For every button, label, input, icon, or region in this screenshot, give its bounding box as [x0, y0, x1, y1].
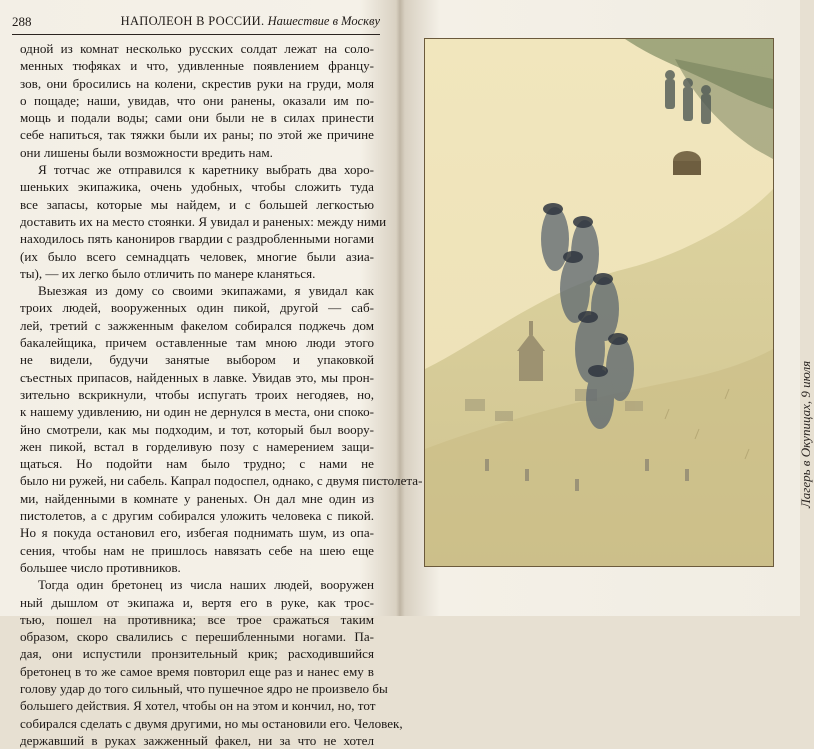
text-line: они лишены были возможности вредить нам. [20, 144, 273, 160]
text-line: большее число противников. [20, 559, 181, 575]
running-title [121, 14, 380, 29]
text-line: мощь и подали воды; сами они были не в силах принести [20, 110, 374, 126]
text-line: сения, чтобы нам не пришлось навязать себе на шею еще [20, 542, 374, 558]
text-line: не видели, будучи занятые выбором и упаковкой [20, 352, 374, 368]
illustration [424, 38, 774, 567]
text-line: зов, они бросились на колени, скрестив руки на груди, моля [20, 75, 374, 91]
text-line: большего действия. Я хотел, чтобы он на этом и кончил, но, тот [20, 698, 376, 714]
text-line: державший в руках зажженный факел, ни за что не хотел [20, 732, 374, 748]
body-text [20, 40, 423, 749]
text-line: дая, они испустили пронзительный крик; расходившийся [20, 646, 374, 662]
text-line: шеньких экипажика, очень удобных, чтобы сложить туда [20, 179, 374, 195]
running-head [12, 12, 380, 35]
text-line: все запасы, которые мы найдем, и с большей легкостью [20, 196, 374, 212]
text-line: собирался сделать с двумя другими, но мы остановили его. Человек, [20, 715, 403, 731]
text-line: ми, найденными в комнате у раненых. Он дал мне один из [20, 490, 374, 506]
text-line: Но я покуда остановил его, избегая поднимать шум, из опа- [20, 525, 374, 541]
text-line: Выезжая из дому со своими экипажами, я увидал как [38, 283, 374, 299]
text-line: голову удар до того сильный, что пушечное ядро не произвело бы [20, 680, 388, 696]
running-title-section: Нашествие в Москву [267, 14, 380, 28]
text-line: образом, скоро свалились с перешибленными ногами. Па- [20, 629, 374, 645]
text-line: одной из комнат несколько русских солдат лежат на соло- [20, 41, 374, 56]
text-line: зительно вскрикнули, чтобы испугать троих негодяев, но, [20, 386, 374, 402]
text-line: бретонец в то же самое время повторил еще раз и нанес ему в [20, 663, 374, 679]
text-line: йно смотрели, как мы подходим, и тот, который был воору- [20, 421, 374, 437]
text-line: себе напиться, так тяжки были их раны; по этой же причине [20, 127, 374, 143]
text-line: ты), — их легко было отличить по манере кланяться. [20, 265, 316, 281]
text-line: было ни ружей, ни сабель. Капрал подоспел, однако, с двумя пистолета- [20, 473, 423, 489]
text-line: щаться. Но подойти нам было трудно; с нами не [20, 456, 374, 472]
figure-caption-wrap [784, 98, 813, 508]
text-line: съестных припасов, найденных в лавке. Увидав это, мы прон- [20, 369, 374, 385]
text-line: ный дышлом от экипажа и, вертя его в руке, как трос- [20, 594, 374, 610]
text-line: менных тюфяках и что, удивленные появлением францу- [20, 58, 374, 74]
illustration-drawing [425, 39, 773, 566]
text-line: лей, третий с зажженным факелом собирался поджечь дом [20, 317, 374, 333]
text-line: к нашему удивлению, ни один не дернулся в места, они споко- [20, 404, 374, 420]
text-line: (их было всего семнадцать человек, многие были азиа- [20, 248, 374, 264]
figure-caption: Лагерь в Окупицах, 9 июля [798, 360, 813, 508]
running-title-main: НАПОЛЕОН В РОССИИ. [120, 14, 265, 28]
text-line: пистолетов, а с другим собирался уложить человека с пикой. [20, 508, 374, 524]
text-line: о пощаде; наши, увидав, что они ранены, оказали им по- [20, 92, 374, 108]
text-line: бакалейщика, причем оставленные там мною люди этого [20, 335, 374, 351]
text-line: находилось пять канониров гвардии с раздробленными ногами [20, 231, 374, 247]
text-line: тью, пошел на противника; все трое сражаться таким [20, 611, 374, 627]
text-line: жен пикой, встал в горделивую позу с намерением защи- [20, 438, 374, 454]
text-line: доставить их на место стоянки. Я увидал и раненых: между ними [20, 213, 387, 229]
text-line: троих людей, вооруженных один пикой, другой — саб- [20, 300, 374, 316]
page-number: 288 [12, 14, 32, 29]
right-page [402, 0, 813, 616]
text-line: Тогда один бретонец из числа наших людей, вооружен [38, 577, 374, 593]
text-line: Я тотчас же отправился к каретнику выбрать два хоро- [38, 162, 374, 178]
